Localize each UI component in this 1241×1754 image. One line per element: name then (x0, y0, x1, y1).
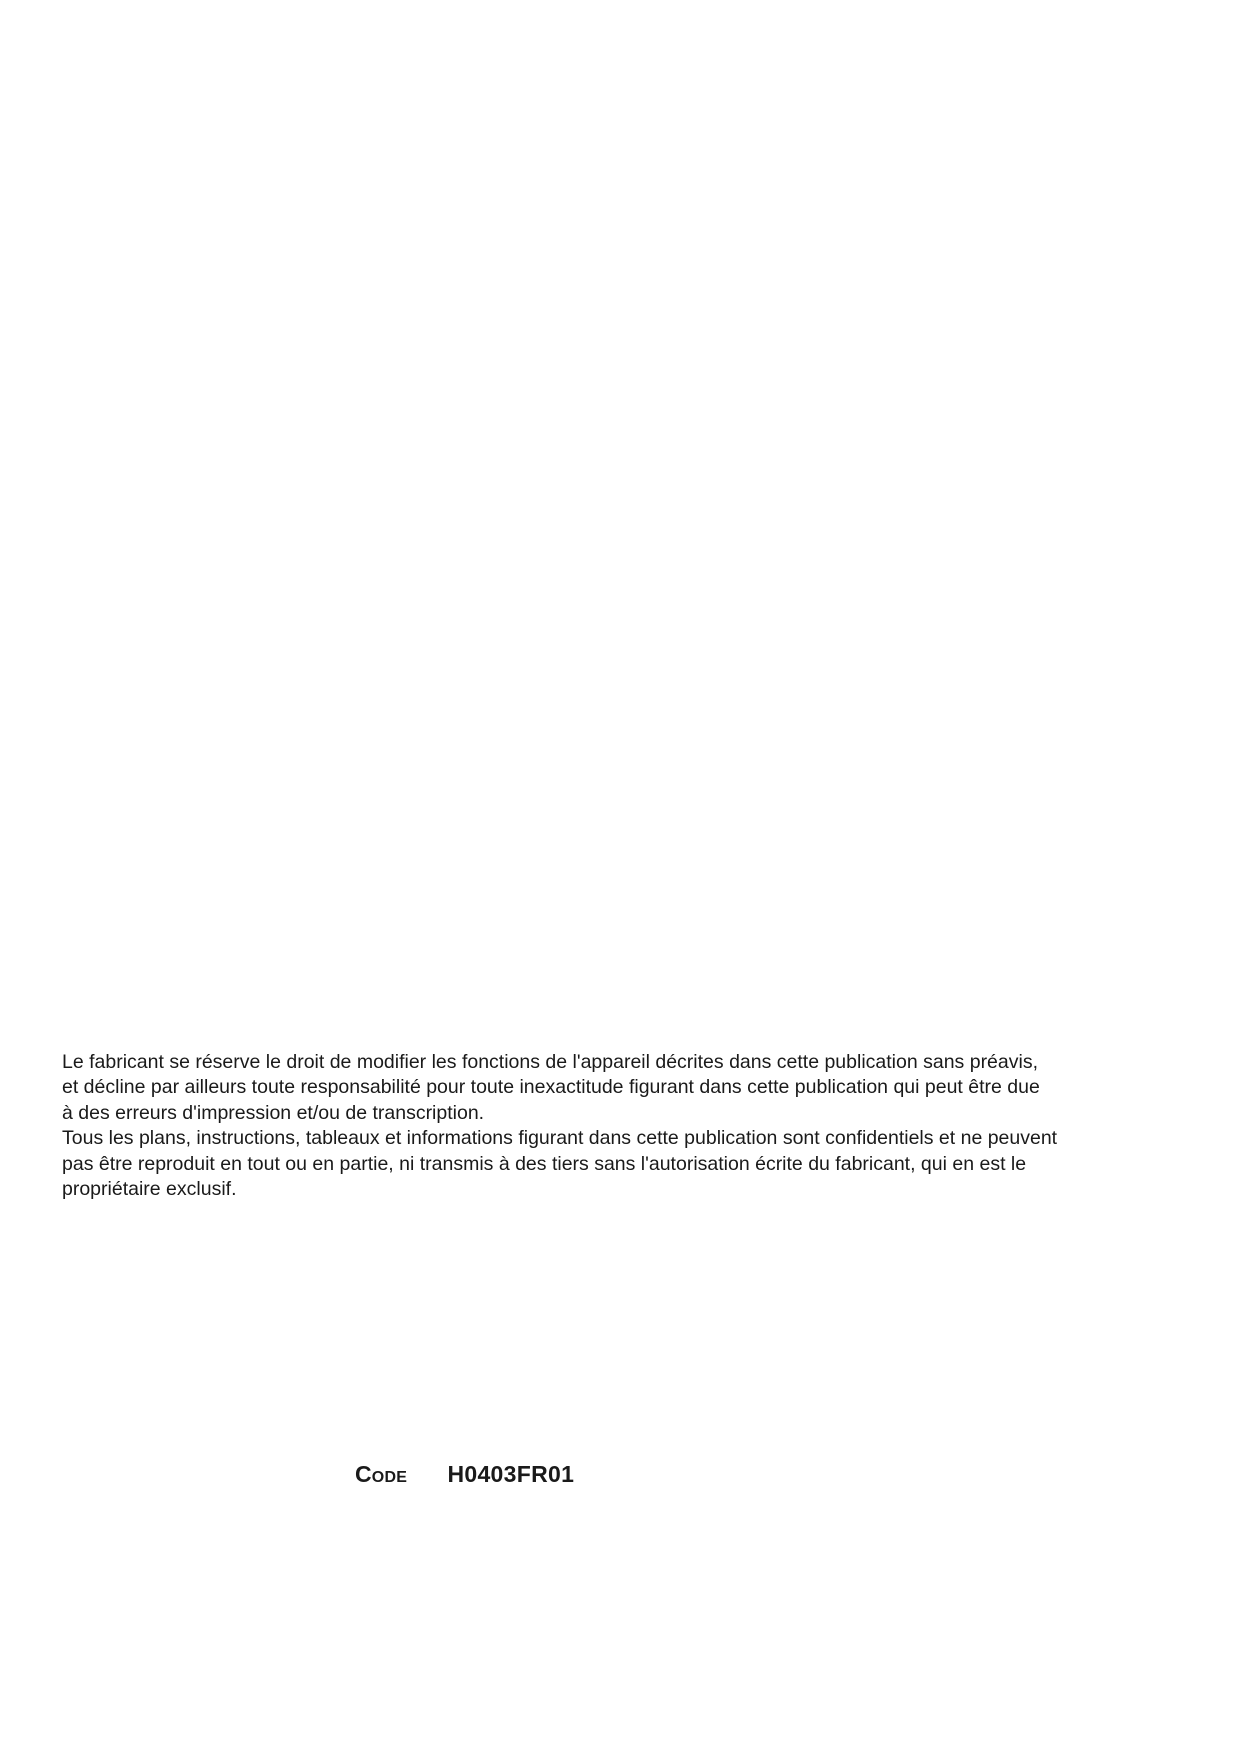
disclaimer-line: Tous les plans, instructions, tableaux et informations figurant dans cette publication sont confidentiels et ne peuvent (62, 1127, 1058, 1150)
disclaimer-line: pas être reproduit en tout ou en partie, ni transmis à des tiers sans l'autorisation écrite du fabricant, qui en est le (62, 1152, 1027, 1175)
code-label: Code (355, 1461, 408, 1487)
document-code (355, 1461, 574, 1488)
disclaimer-line: Le fabricant se réserve le droit de modifier les fonctions de l'appareil décrites dans cette publication sans préavis, (62, 1051, 1038, 1073)
disclaimer-line: propriétaire exclusif. (62, 1178, 237, 1201)
disclaimer-paragraph (62, 1050, 1182, 1202)
disclaimer-line: à des erreurs d'impression et/ou de transcription. (62, 1101, 485, 1124)
code-value: H0403FR01 (447, 1461, 575, 1487)
disclaimer-line: et décline par ailleurs toute responsabilité pour toute inexactitude figurant dans cette publication qui peut être due (62, 1076, 1040, 1099)
